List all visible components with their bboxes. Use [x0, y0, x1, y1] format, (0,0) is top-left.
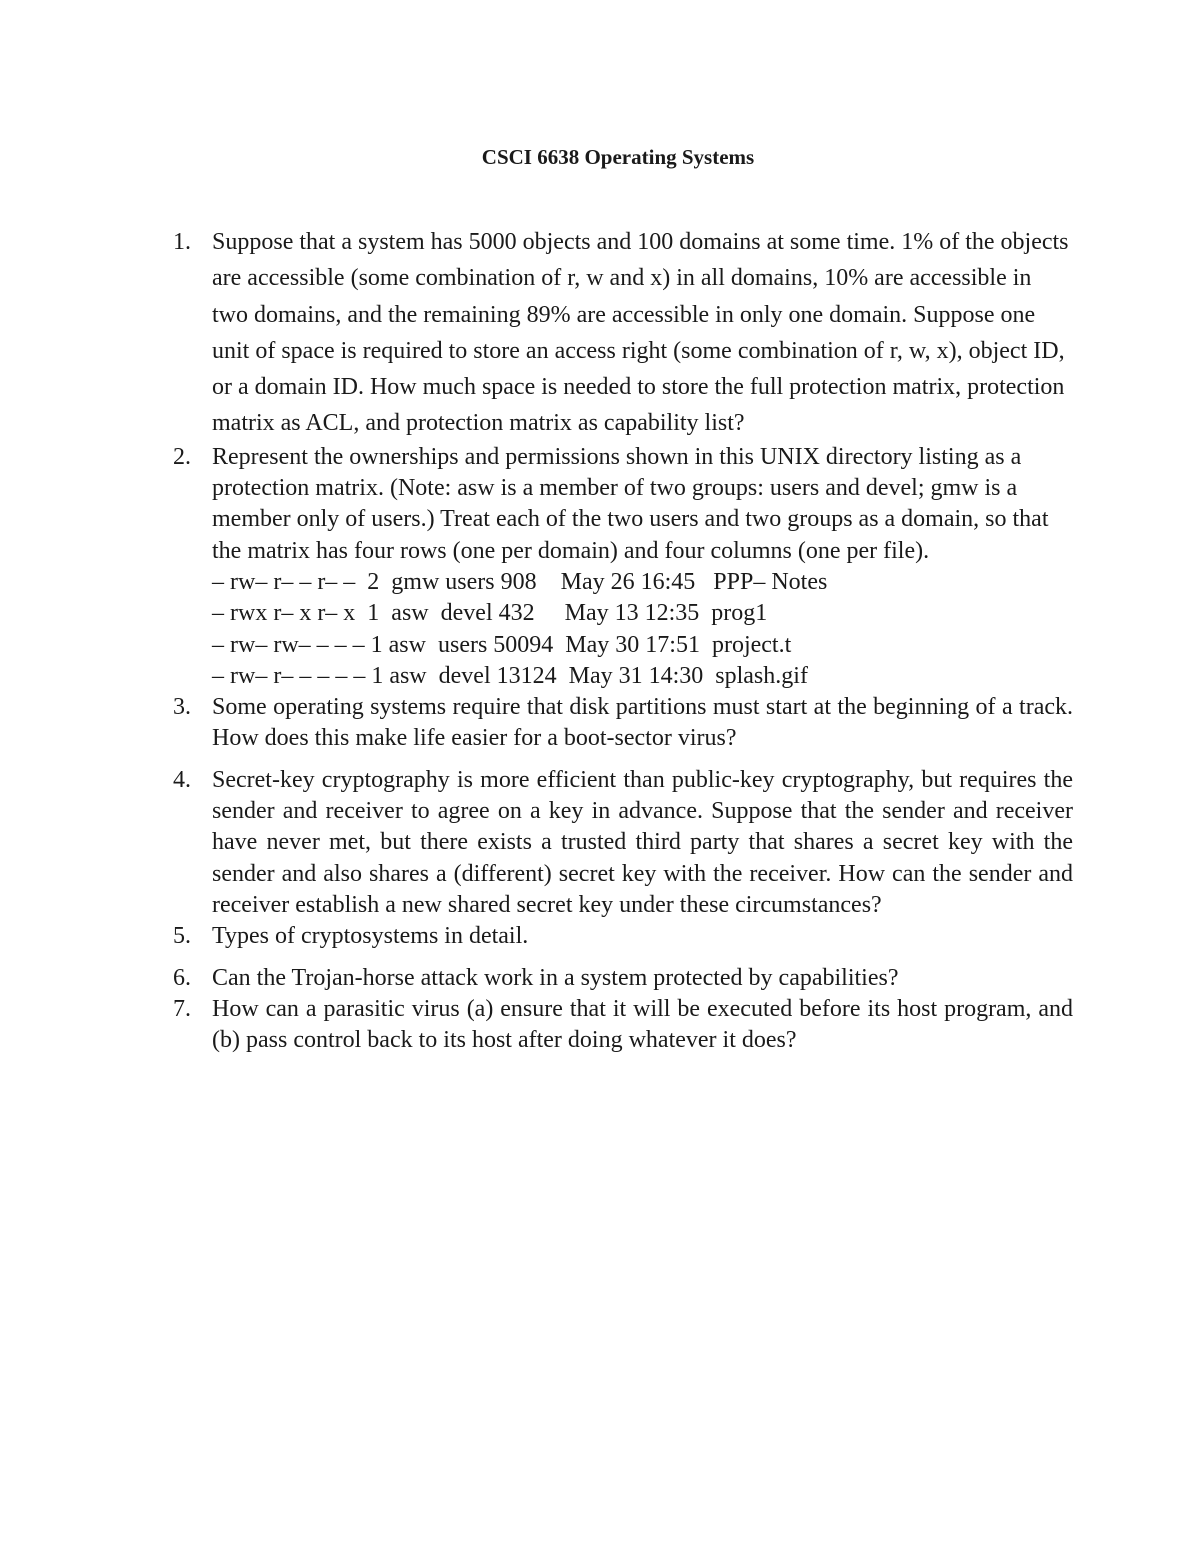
- question-number: 6.: [173, 964, 191, 991]
- question-text: Types of cryptosystems in detail.: [212, 923, 529, 950]
- question-item: [173, 765, 1073, 921]
- listing-line: – rw– rw– – – – 1 asw users 50094 May 30 17:51 project.t: [212, 631, 792, 658]
- question-list: [173, 224, 1073, 1056]
- listing-line: – rw– r– – – – – 1 asw devel 13124 May 31 14:30 splash.gif: [212, 662, 808, 689]
- question-text: Suppose that a system has 5000 objects and 100 domains at some time. 1% of the objects are accessible (some combination of r, w and x) in all domains, 10% are accessible in two domains, and the remaining 89% are accessible in only one domain. Suppose one unit of space is required to store an access right (some combination of r, w, x), object ID, or a domain ID. How much space is needed to store the full protection matrix, protection matrix as ACL, and protection matrix as capability list?: [212, 229, 1069, 437]
- question-item: [173, 442, 1073, 692]
- question-number: 4.: [173, 766, 191, 793]
- question-text: Some operating systems require that disk partitions must start at the beginning of a track. How does this make life easier for a boot-sector virus?: [212, 694, 1073, 752]
- question-number: 5.: [173, 923, 191, 950]
- question-number: 3.: [173, 694, 191, 721]
- question-item: [173, 224, 1073, 442]
- question-text: Secret-key cryptography is more efficient than public-key cryptography, but requires the sender and receiver to agree on a key in advance. Suppose that the sender and receiver have never met, but there exists a trusted third party that shares a secret key with the sender and also shares a (different) secret key with the receiver. How can the sender and receiver establish a new shared secret key under these circumstances?: [212, 766, 1073, 918]
- question-number: 1.: [173, 229, 191, 255]
- question-number: 2.: [173, 443, 191, 470]
- question-text: Represent the ownerships and permissions shown in this UNIX directory listing as a protection matrix. (Note: asw is a member of two groups: users and devel; gmw is a member only of users.) Treat each of the two users and two groups as a domain, so that the matrix has four rows (one per domain) and four columns (one per file).: [212, 443, 1049, 564]
- question-text: How can a parasitic virus (a) ensure that it will be executed before its host program, and (b) pass control back to its host after doing whatever it does?: [212, 995, 1073, 1054]
- question-item: [173, 692, 1073, 755]
- page-title: CSCI 6638 Operating Systems: [481, 145, 755, 169]
- directory-listing: [212, 567, 1073, 692]
- question-text: Can the Trojan-horse attack work in a system protected by capabilities?: [212, 964, 899, 991]
- listing-line: – rw– r– – r– – 2 gmw users 908 May 26 16:45 PPP– Notes: [212, 568, 828, 595]
- question-item: [173, 963, 1073, 994]
- listing-line: – rwx r– x r– x 1 asw devel 432 May 13 12:35 prog1: [212, 600, 768, 627]
- question-item: [173, 994, 1073, 1057]
- question-item: [173, 921, 1073, 952]
- question-number: 7.: [173, 995, 191, 1022]
